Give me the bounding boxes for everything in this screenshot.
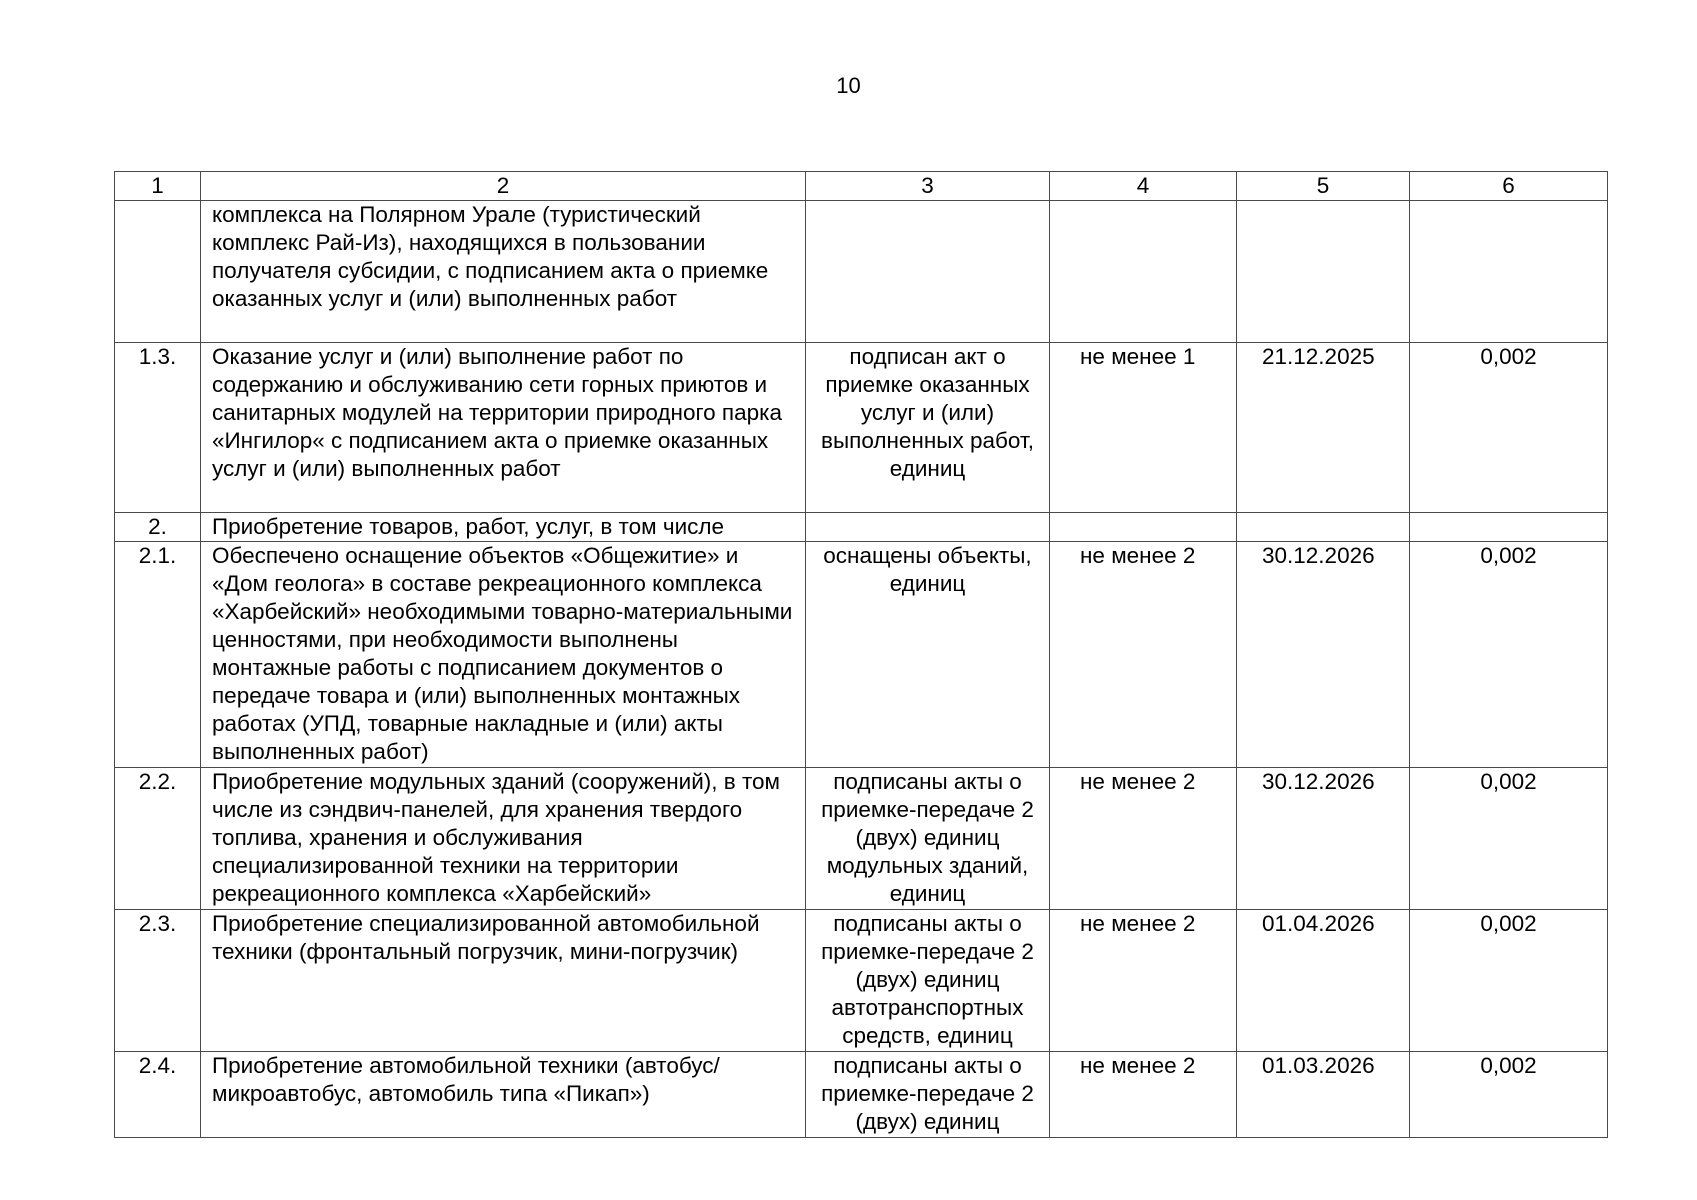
table-body: [115, 201, 1608, 1138]
row-weight: 0,002: [1410, 343, 1608, 513]
row-value: [1050, 513, 1237, 542]
column-header: 3: [806, 172, 1050, 201]
row-indicator: подписаны акты о приемке-передаче 2 (двух) единиц: [806, 1052, 1050, 1138]
row-weight: 0,002: [1410, 910, 1608, 1052]
column-header: 6: [1410, 172, 1608, 201]
row-date: 30.12.2026: [1237, 542, 1410, 768]
row-number: 2.: [115, 513, 201, 542]
row-date: [1237, 513, 1410, 542]
row-description: Приобретение автомобильной техники (автобус/микроавтобус, автомобиль типа «Пикап»): [201, 1052, 806, 1138]
row-value: не менее 2: [1050, 768, 1237, 910]
row-indicator: подписаны акты о приемке-передаче 2 (двух) единиц модульных зданий, единиц: [806, 768, 1050, 910]
row-weight: 0,002: [1410, 1052, 1608, 1138]
column-header: 2: [201, 172, 806, 201]
column-header: 4: [1050, 172, 1237, 201]
table-header: [115, 172, 1608, 201]
column-header: 5: [1237, 172, 1410, 201]
row-value: не менее 2: [1050, 1052, 1237, 1138]
row-date: 30.12.2026: [1237, 768, 1410, 910]
row-number: 2.4.: [115, 1052, 201, 1138]
table-row: [115, 768, 1608, 910]
row-value: [1050, 201, 1237, 343]
row-value: не менее 1: [1050, 343, 1237, 513]
column-header: 1: [115, 172, 201, 201]
row-description: Приобретение специализированной автомобильной техники (фронтальный погрузчик, мини-погрузчик): [201, 910, 806, 1052]
row-number: 2.3.: [115, 910, 201, 1052]
row-weight: [1410, 513, 1608, 542]
row-indicator: подписаны акты о приемке-передаче 2 (двух) единиц автотранспортных средств, единиц: [806, 910, 1050, 1052]
row-number: 2.2.: [115, 768, 201, 910]
page-number: 10: [836, 73, 861, 98]
data-table: [114, 171, 1608, 1138]
header-row: [115, 172, 1608, 201]
row-date: 01.04.2026: [1237, 910, 1410, 1052]
row-weight: [1410, 201, 1608, 343]
row-description: Оказание услуг и (или) выполнение работ по содержанию и обслуживанию сети горных приютов и санитарных модулей на территории природного парка «Ингилор« с подписанием акта о приемке оказанных услуг и (или) выполненных работ: [201, 343, 806, 513]
row-number: [115, 201, 201, 343]
table-row: [115, 513, 1608, 542]
row-date: 01.03.2026: [1237, 1052, 1410, 1138]
row-description: Приобретение модульных зданий (сооружений), в том числе из сэндвич-панелей, для хранения твердого топлива, хранения и обслуживания специализированной техники на территории рекреационного комплекса «Харбейский»: [201, 768, 806, 910]
row-value: не менее 2: [1050, 910, 1237, 1052]
table-row: [115, 1052, 1608, 1138]
row-number: 2.1.: [115, 542, 201, 768]
table-row: [115, 910, 1608, 1052]
row-date: [1237, 201, 1410, 343]
row-indicator: [806, 201, 1050, 343]
row-weight: 0,002: [1410, 542, 1608, 768]
row-value: не менее 2: [1050, 542, 1237, 768]
row-weight: 0,002: [1410, 768, 1608, 910]
row-indicator: подписан акт о приемке оказанных услуг и (или) выполненных работ, единиц: [806, 343, 1050, 513]
row-number: 1.3.: [115, 343, 201, 513]
table-row: [115, 343, 1608, 513]
table-row: [115, 542, 1608, 768]
row-date: 21.12.2025: [1237, 343, 1410, 513]
table-row: [115, 201, 1608, 343]
row-description: Обеспечено оснащение объектов «Общежитие» и «Дом геолога» в составе рекреационного комплекса «Харбейский» необходимыми товарно-материальными ценностями, при необходимости выполнены монтажные работы с подписанием документов о передаче товара и (или) выполненных монтажных работах (УПД, товарные накладные и (или) акты выполненных работ): [201, 542, 806, 768]
row-description: Приобретение товаров, работ, услуг, в том числе: [201, 513, 806, 542]
row-description: комплекса на Полярном Урале (туристический комплекс Рай-Из), находящихся в пользовании получателя субсидии, с подписанием акта о приемке оказанных услуг и (или) выполненных работ: [201, 201, 806, 343]
row-indicator: [806, 513, 1050, 542]
row-indicator: оснащены объекты, единиц: [806, 542, 1050, 768]
